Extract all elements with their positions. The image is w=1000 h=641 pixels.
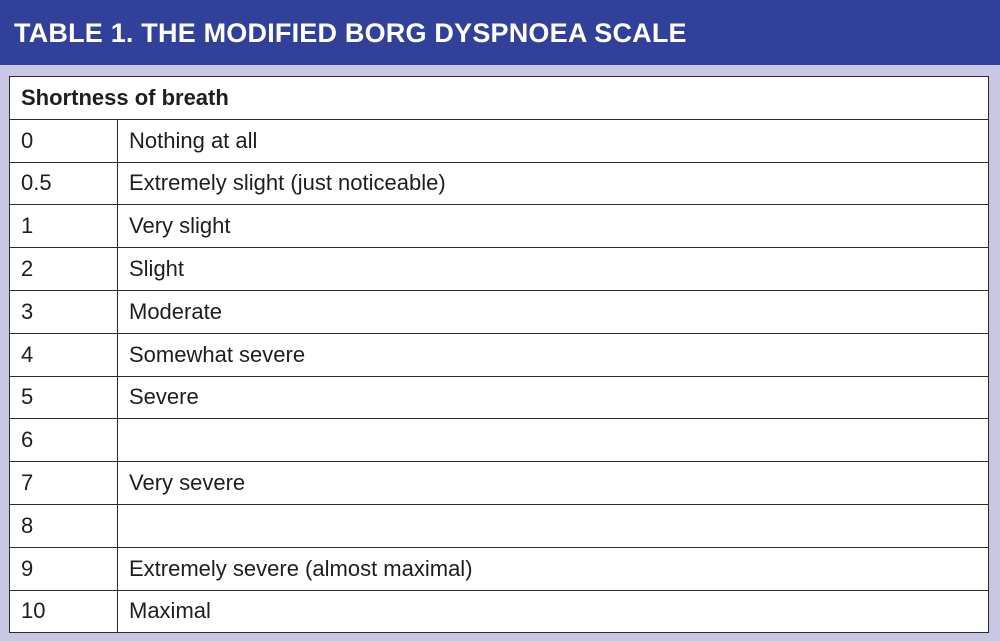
score-cell: 4 bbox=[10, 333, 118, 376]
table-row bbox=[10, 205, 989, 248]
description-cell: Very slight bbox=[118, 205, 989, 248]
table-row bbox=[10, 547, 989, 590]
score-cell: 7 bbox=[10, 462, 118, 505]
score-cell: 10 bbox=[10, 590, 118, 633]
table-row bbox=[10, 248, 989, 291]
description-cell: Extremely slight (just noticeable) bbox=[118, 162, 989, 205]
table-header: Shortness of breath bbox=[10, 77, 989, 120]
score-cell: 9 bbox=[10, 547, 118, 590]
description-cell: Moderate bbox=[118, 290, 989, 333]
description-cell bbox=[118, 419, 989, 462]
score-cell: 2 bbox=[10, 248, 118, 291]
table-row bbox=[10, 462, 989, 505]
table-row bbox=[10, 119, 989, 162]
borg-scale-table bbox=[9, 76, 989, 633]
table-row bbox=[10, 162, 989, 205]
description-cell: Severe bbox=[118, 376, 989, 419]
score-cell: 0 bbox=[10, 119, 118, 162]
table-container bbox=[9, 76, 988, 633]
score-cell: 3 bbox=[10, 290, 118, 333]
title-bar bbox=[0, 0, 1000, 65]
description-cell: Very severe bbox=[118, 462, 989, 505]
table-row bbox=[10, 590, 989, 633]
description-cell bbox=[118, 504, 989, 547]
table-row bbox=[10, 376, 989, 419]
description-cell: Nothing at all bbox=[118, 119, 989, 162]
description-cell: Slight bbox=[118, 248, 989, 291]
description-cell: Somewhat severe bbox=[118, 333, 989, 376]
description-cell: Maximal bbox=[118, 590, 989, 633]
score-cell: 1 bbox=[10, 205, 118, 248]
table-row bbox=[10, 333, 989, 376]
table-title: TABLE 1. THE MODIFIED BORG DYSPNOEA SCALE bbox=[14, 18, 687, 48]
score-cell: 8 bbox=[10, 504, 118, 547]
score-cell: 0.5 bbox=[10, 162, 118, 205]
table-row bbox=[10, 290, 989, 333]
table-header-row bbox=[10, 77, 989, 120]
table-row bbox=[10, 419, 989, 462]
score-cell: 5 bbox=[10, 376, 118, 419]
table-row bbox=[10, 504, 989, 547]
score-cell: 6 bbox=[10, 419, 118, 462]
description-cell: Extremely severe (almost maximal) bbox=[118, 547, 989, 590]
